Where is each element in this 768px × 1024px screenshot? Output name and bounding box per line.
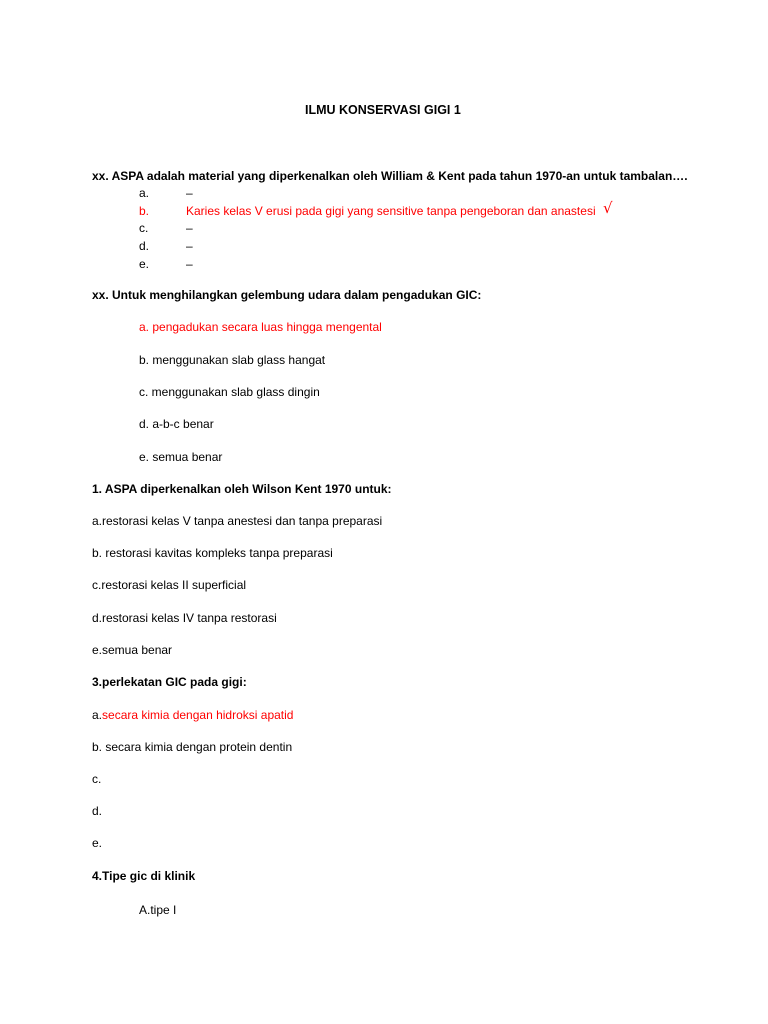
option-text: b. menggunakan slab glass hangat (139, 353, 326, 367)
option-text: d.restorasi kelas IV tanpa restorasi (92, 611, 277, 625)
document-title: ILMU KONSERVASI GIGI 1 (305, 103, 461, 117)
option-letter: a. (139, 186, 150, 200)
option-letter: d. (139, 239, 150, 253)
option-text: d. (92, 804, 103, 818)
option-text: a.restorasi kelas V tanpa anestesi dan tanpa preparasi (92, 514, 383, 528)
question-4-text: 3.perlekatan GIC pada gigi: (92, 675, 247, 689)
question-5-text: 4.Tipe gic di klinik (92, 869, 196, 883)
option-text: e. (92, 836, 103, 850)
option-text: – (186, 221, 193, 235)
question-1-text: xx. ASPA adalah material yang diperkenalkan oleh William & Kent pada tahun 1970-an untuk tambalan…. (92, 169, 688, 183)
option-text: – (186, 239, 193, 253)
option-text: b. secara kimia dengan protein dentin (92, 740, 293, 754)
option-text: d. a-b-c benar (139, 417, 214, 431)
option-text: c. (92, 772, 102, 786)
option-letter: b. (139, 204, 150, 218)
option-text: c.restorasi kelas II superficial (92, 578, 247, 592)
check-mark-icon: √ (603, 199, 613, 217)
option-text: b. restorasi kavitas kompleks tanpa preparasi (92, 546, 333, 560)
option-text: Karies kelas V erusi pada gigi yang sensitive tanpa pengeboran dan anastesi (186, 204, 596, 218)
option-letter: c. (139, 221, 149, 235)
option-text: A.tipe I (139, 903, 177, 917)
option-text: – (186, 257, 193, 271)
option-letter: a. (92, 708, 103, 722)
option-text: – (186, 186, 193, 200)
option-letter: e. (139, 257, 150, 271)
option-text: e.semua benar (92, 643, 173, 657)
option-line (92, 708, 293, 722)
option-text: a. pengadukan secara luas hingga mengental (139, 320, 382, 334)
option-text: secara kimia dengan hidroksi apatid (102, 708, 294, 722)
question-2-text: xx. Untuk menghilangkan gelembung udara dalam pengadukan GIC: (92, 288, 482, 302)
option-text: c. menggunakan slab glass dingin (139, 385, 320, 399)
question-3-text: 1. ASPA diperkenalkan oleh Wilson Kent 1970 untuk: (92, 482, 392, 496)
option-text: e. semua benar (139, 450, 223, 464)
